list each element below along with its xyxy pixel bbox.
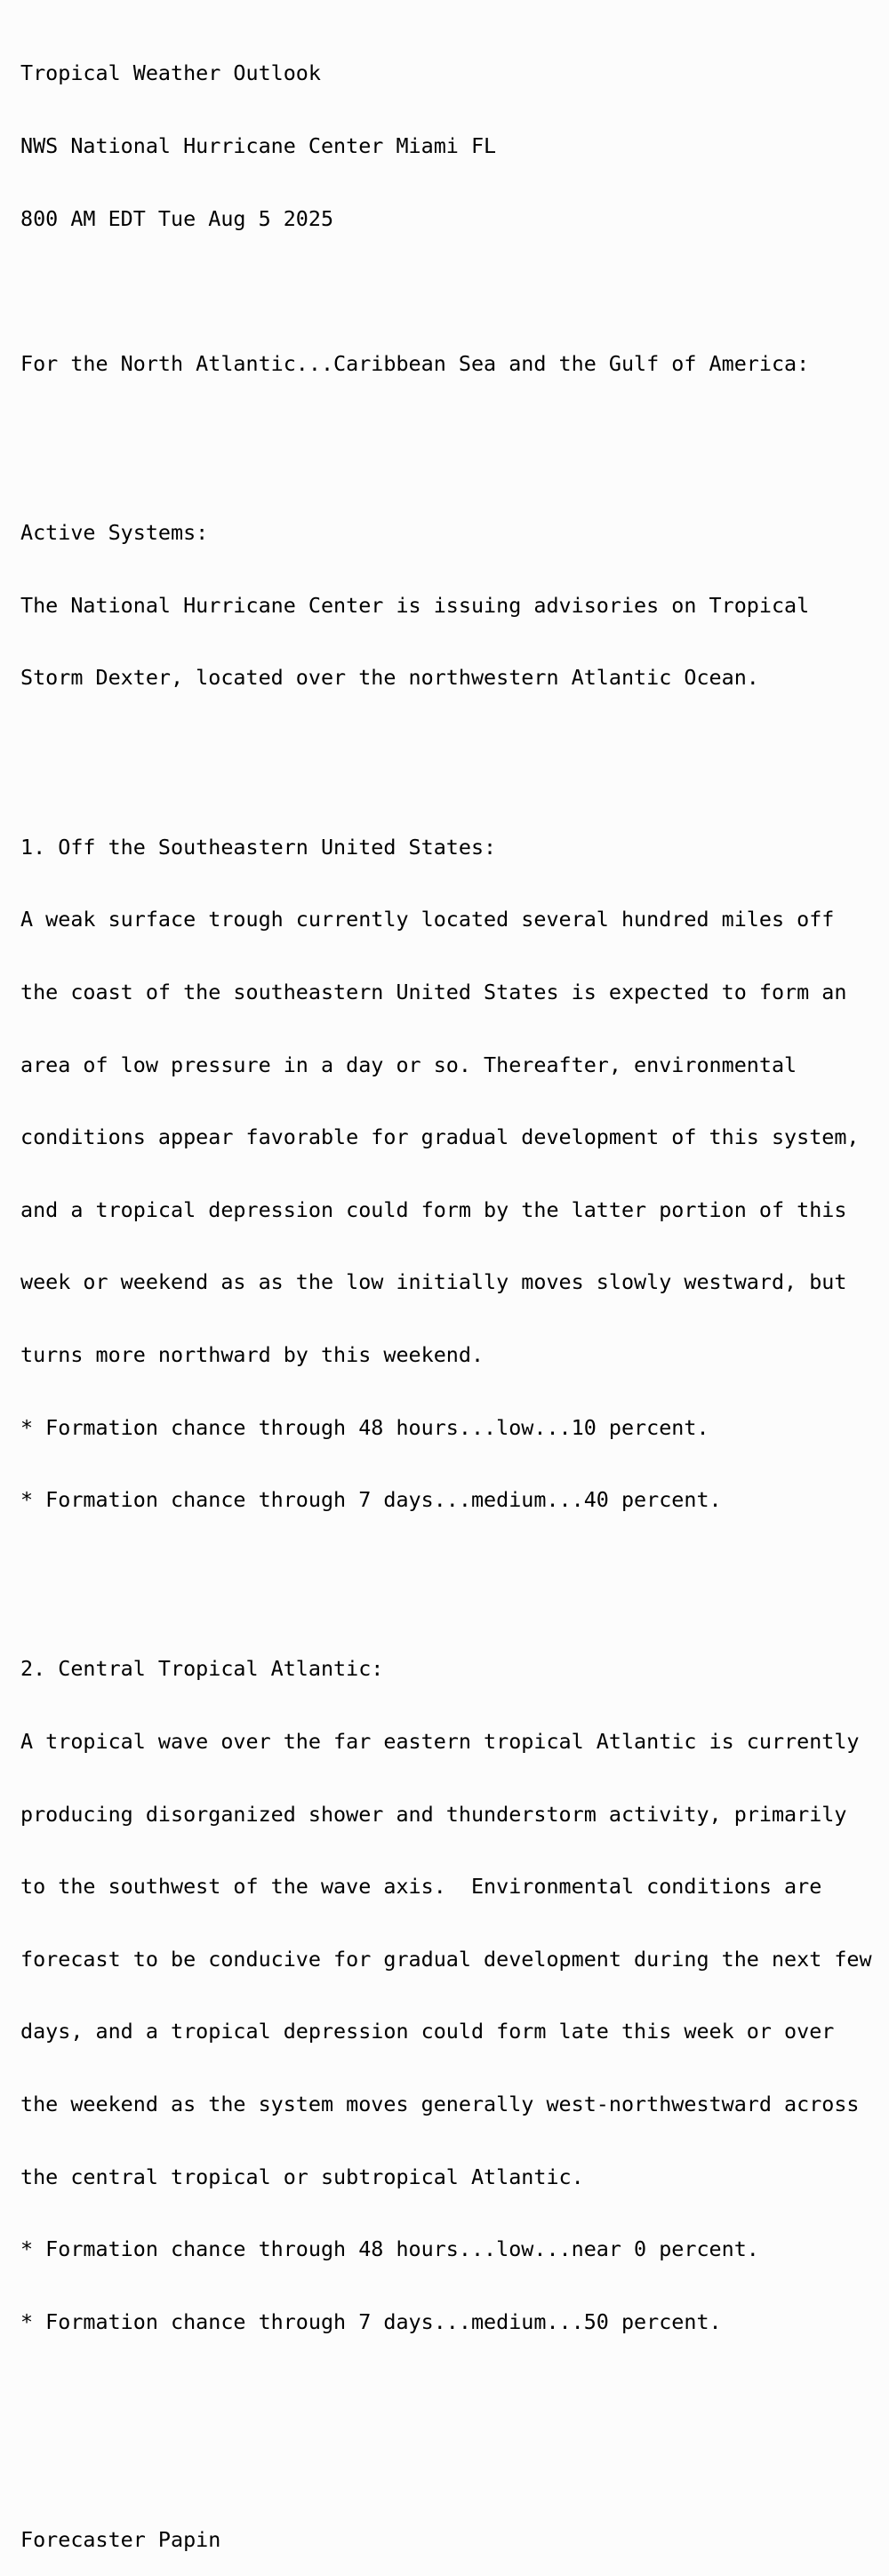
outlook-2-text: forecast to be conducive for gradual development during the next few [20,1946,872,1972]
issue-time: 800 AM EDT Tue Aug 5 2025 [20,205,334,231]
spacer [20,2407,878,2480]
outlook-2-text: days, and a tropical depression could form late this week or over [20,2019,835,2044]
spacer [20,739,878,763]
issuing-office: NWS National Hurricane Center Miami FL [20,133,497,158]
outlook-2-text: producing disorganized shower and thunderstorm activity, primarily [20,1801,847,1827]
active-systems-heading: Active Systems: [20,520,209,546]
outlook-1-chance-7d: * Formation chance through 7 days...medium...40 percent. [20,1487,722,1513]
outlook-1-text: conditions appear favorable for gradual development of this system, [20,1124,860,1150]
outlook-1-text: area of low pressure in a day or so. Thereafter, environmental [20,1052,797,1077]
outlook-1-text: the coast of the southeastern United States is expected to form an [20,979,847,1004]
outlook-2-text: to the southwest of the wave axis. Environmental conditions are [20,1874,822,1900]
spacer [20,1561,878,1585]
spacer [20,424,878,448]
active-systems-text: Storm Dexter, located over the northwestern Atlantic Ocean. [20,665,759,691]
outlook-1-text: week or weekend as as the low initially moves slowly westward, but [20,1269,847,1295]
outlook-1-chance-48h: * Formation chance through 48 hours...low...10 percent. [20,1414,709,1440]
forecaster-signature: Forecaster Papin [20,2526,221,2552]
region-statement: For the North Atlantic...Caribbean Sea and the Gulf of America: [20,350,810,376]
outlook-2-chance-7d: * Formation chance through 7 days...medium...50 percent. [20,2308,722,2334]
outlook-2-heading: 2. Central Tropical Atlantic: [20,1656,384,1682]
outlook-1-text: turns more northward by this weekend. [20,1341,485,1367]
outlook-2-text: the weekend as the system moves generally west-northwestward across [20,2092,860,2117]
active-systems-text: The National Hurricane Center is issuing advisories on Tropical [20,592,810,618]
outlook-1-text: A weak surface trough currently located several hundred miles off [20,907,835,932]
spacer [20,279,878,303]
outlook-2-text: the central tropical or subtropical Atlantic. [20,2164,584,2189]
outlook-2-text: A tropical wave over the far eastern tropical Atlantic is currently [20,1729,860,1755]
outlook-1-text: and a tropical depression could form by the latter portion of this [20,1196,847,1222]
document-title: Tropical Weather Outlook [20,60,321,86]
outlook-1-heading: 1. Off the Southeastern United States: [20,834,497,860]
outlook-document [20,13,878,2576]
outlook-2-chance-48h: * Formation chance through 48 hours...low...near 0 percent. [20,2236,759,2262]
